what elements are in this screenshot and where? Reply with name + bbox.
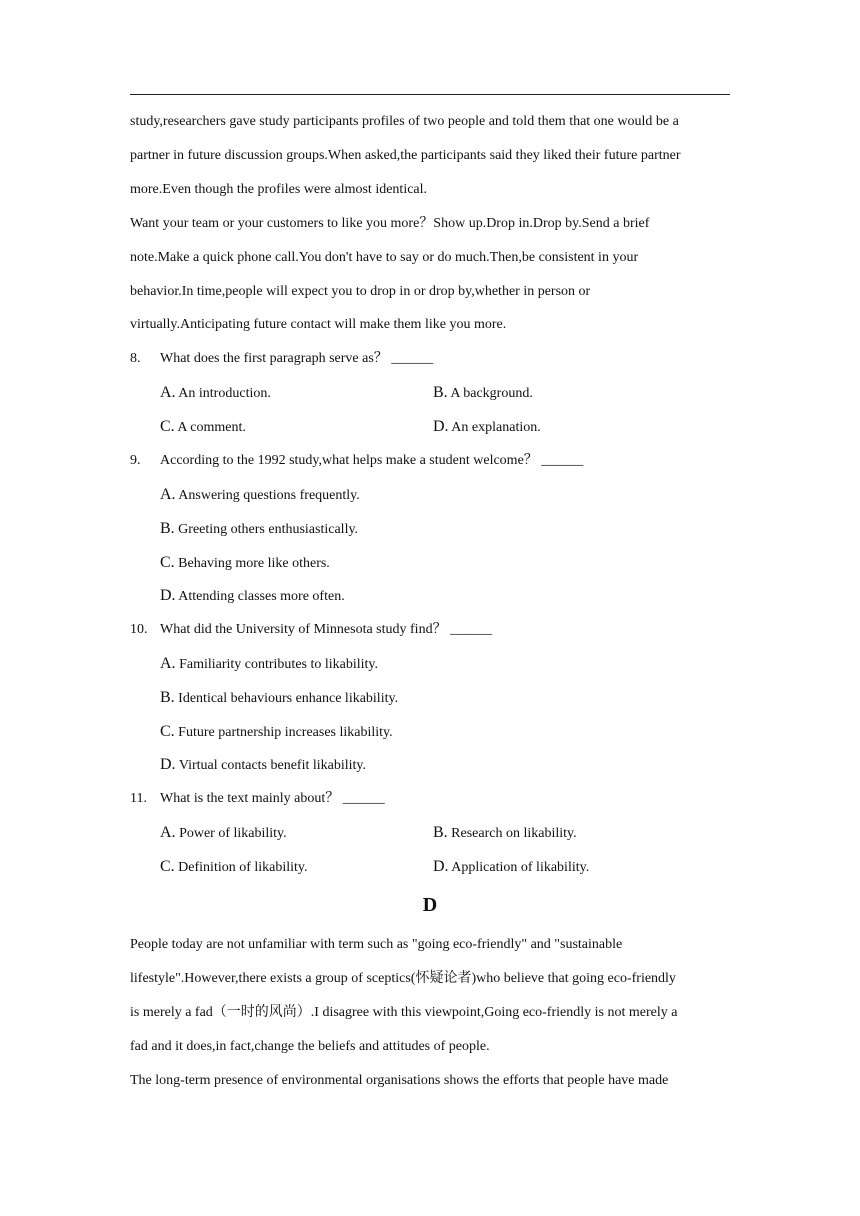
passage-line: behavior.In time,people will expect you to drop in or drop by,whether in person or <box>130 284 591 299</box>
option-letter: A. <box>160 486 176 503</box>
option-d[interactable] <box>433 858 589 877</box>
option-text: Virtual contacts benefit likability. <box>178 758 367 773</box>
option-text: An explanation. <box>451 420 541 435</box>
option-text: Attending classes more often. <box>178 589 345 604</box>
option-a[interactable] <box>160 486 360 505</box>
question-number: 10. <box>130 622 148 637</box>
option-letter: D. <box>160 756 176 773</box>
header-rule <box>130 94 730 95</box>
question-text: What did the University of Minnesota study find？ ______ <box>160 622 493 637</box>
passage-line: study,researchers gave study participants profiles of two people and told them that one would be a <box>130 114 679 129</box>
option-letter: A. <box>160 824 176 841</box>
section-heading: D <box>422 894 438 916</box>
option-text: Research on likability. <box>451 826 577 841</box>
passage-line: note.Make a quick phone call.You don't have to say or do much.Then,be consistent in your <box>130 250 639 265</box>
option-letter: C. <box>160 858 175 875</box>
option-c[interactable] <box>160 723 393 742</box>
option-text: Answering questions frequently. <box>178 488 360 503</box>
option-b[interactable] <box>433 824 577 843</box>
option-b[interactable] <box>433 384 533 403</box>
option-letter: D. <box>433 418 449 435</box>
option-text: Greeting others enthusiastically. <box>178 522 359 537</box>
option-b[interactable] <box>160 689 398 708</box>
option-c[interactable] <box>160 858 308 877</box>
option-text: A background. <box>450 386 533 401</box>
option-letter: B. <box>160 520 175 537</box>
question-stem <box>130 621 492 639</box>
option-letter: B. <box>160 689 175 706</box>
question-stem <box>130 790 385 808</box>
passage-line: more.Even though the profiles were almost identical. <box>130 182 428 197</box>
option-text: A comment. <box>177 420 246 435</box>
option-letter: C. <box>160 418 175 435</box>
option-text: Power of likability. <box>179 826 287 841</box>
option-d[interactable] <box>160 587 345 606</box>
option-letter: A. <box>160 655 176 672</box>
question-text: What does the first paragraph serve as？ ______ <box>160 351 434 366</box>
passage-line: fad and it does,in fact,change the beliefs and attitudes of people. <box>130 1039 490 1054</box>
option-letter: B. <box>433 384 448 401</box>
option-c[interactable] <box>160 554 330 573</box>
option-text: An introduction. <box>178 386 271 401</box>
option-text: Future partnership increases likability. <box>178 725 393 740</box>
option-c[interactable] <box>160 418 246 437</box>
question-stem <box>130 350 433 368</box>
option-letter: C. <box>160 554 175 571</box>
option-letter: B. <box>433 824 448 841</box>
passage-line: partner in future discussion groups.When asked,the participants said they liked their future partner <box>130 148 681 163</box>
option-d[interactable] <box>433 418 541 437</box>
passage-line: Want your team or your customers to like you more？Show up.Drop in.Drop by.Send a brief <box>130 216 650 231</box>
question-number: 11. <box>130 791 147 806</box>
passage-line: The long-term presence of environmental organisations shows the efforts that people have made <box>130 1073 669 1088</box>
option-letter: C. <box>160 723 175 740</box>
option-b[interactable] <box>160 520 358 539</box>
option-text: Behaving more like others. <box>178 556 330 571</box>
question-number: 9. <box>130 453 141 468</box>
option-a[interactable] <box>160 384 271 403</box>
passage-line: virtually.Anticipating future contact will make them like you more. <box>130 317 507 332</box>
question-number: 8. <box>130 351 141 366</box>
option-text: Definition of likability. <box>178 860 308 875</box>
option-letter: A. <box>160 384 176 401</box>
option-text: Familiarity contributes to likability. <box>179 657 379 672</box>
passage-line: lifestyle".However,there exists a group of sceptics(怀疑论者)who believe that going eco-friendly <box>130 971 676 986</box>
option-d[interactable] <box>160 756 366 775</box>
option-letter: D. <box>433 858 449 875</box>
question-text: According to the 1992 study,what helps make a student welcome？ ______ <box>160 453 584 468</box>
question-stem <box>130 452 583 470</box>
option-a[interactable] <box>160 655 378 674</box>
option-letter: D. <box>160 587 176 604</box>
option-text: Identical behaviours enhance likability. <box>178 691 399 706</box>
passage-line: is merely a fad（一时的风尚）.I disagree with this viewpoint,Going eco-friendly is not merely a <box>130 1005 678 1020</box>
question-text: What is the text mainly about？ ______ <box>160 791 385 806</box>
option-a[interactable] <box>160 824 287 843</box>
passage-line: People today are not unfamiliar with term such as "going eco-friendly" and "sustainable <box>130 937 623 952</box>
option-text: Application of likability. <box>451 860 590 875</box>
